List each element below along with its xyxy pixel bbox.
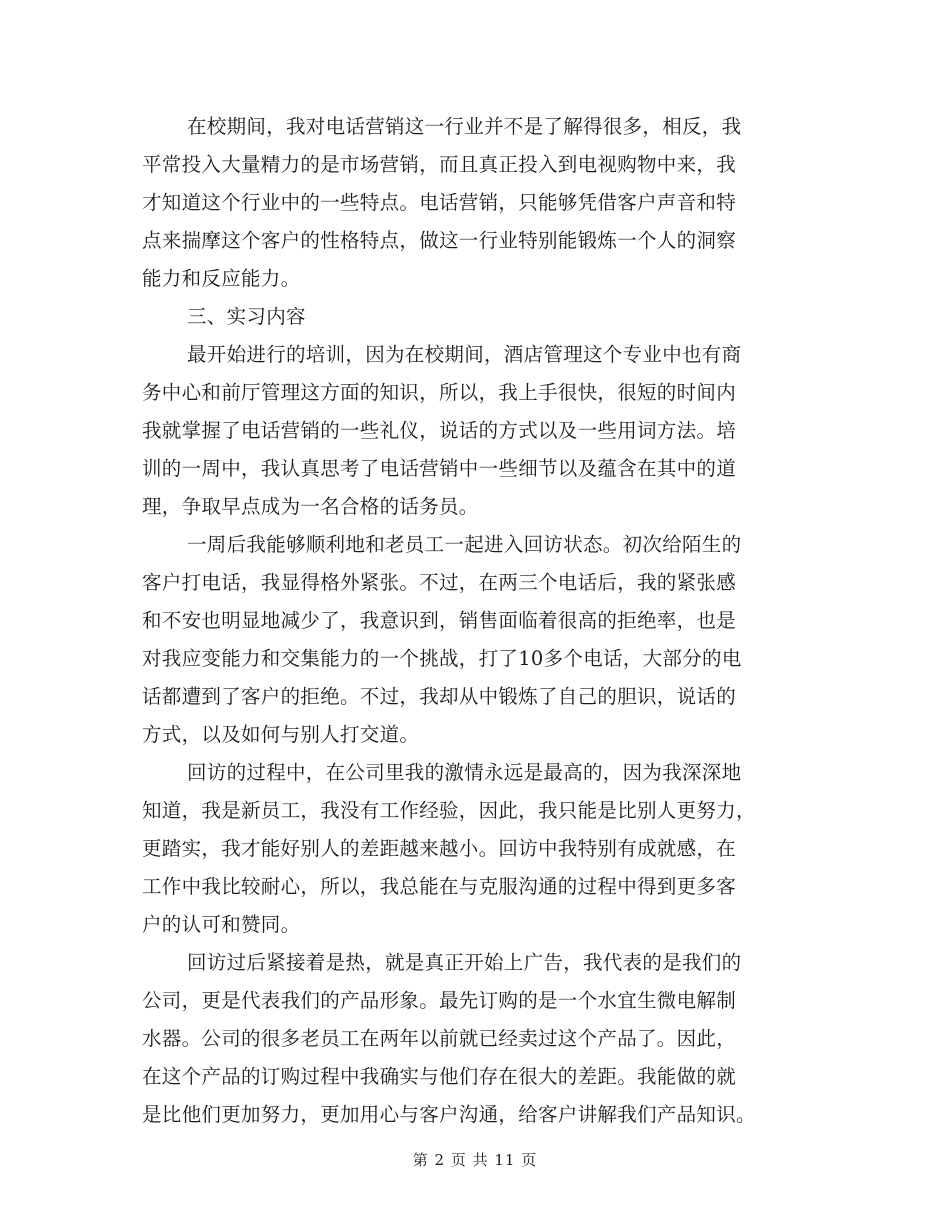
text-line: 水器。公司的很多老员工在两年以前就已经卖过这个产品了。因此， xyxy=(142,1027,737,1050)
text-line: 在校期间，我对电话营销这一行业并不是了解得很多，相反，我 xyxy=(187,115,742,138)
text-line: 话都遭到了客户的拒绝。不过，我却从中锻炼了自己的胆识，说话的 xyxy=(142,685,737,708)
text-line: 点来揣摩这个客户的性格特点，做这一行业特别能锻炼一个人的洞察 xyxy=(142,229,737,252)
text-line: 公司，更是代表我们的产品形象。最先订购的是一个水宜生微电解制 xyxy=(142,989,737,1012)
text-line: 更踏实，我才能好别人的差距越来越小。回访中我特别有成就感，在 xyxy=(142,837,737,860)
text-line: 工作中我比较耐心，所以，我总能在与克服沟通的过程中得到更多客 xyxy=(142,875,737,898)
text-line: 户的认可和赞同。 xyxy=(142,913,301,936)
text-line: 一周后我能够顺利地和老员工一起进入回访状态。初次给陌生的 xyxy=(187,533,742,556)
text-line: 训的一周中，我认真思考了电话营销中一些细节以及蕴含在其中的道 xyxy=(142,457,737,480)
text-line: 三、实习内容 xyxy=(187,305,306,328)
text-line: 方式，以及如何与别人打交道。 xyxy=(142,723,420,746)
text-line: 客户打电话，我显得格外紧张。不过，在两三个电话后，我的紧张感 xyxy=(142,571,737,594)
page-footer: 第 2 页 共 11 页 xyxy=(412,1151,538,1169)
text-line: 回访的过程中，在公司里我的激情永远是最高的，因为我深深地 xyxy=(187,761,742,784)
text-line: 回访过后紧接着是热，就是真正开始上广告，我代表的是我们的 xyxy=(187,951,742,974)
text-line: 才知道这个行业中的一些特点。电话营销，只能够凭借客户声音和特 xyxy=(142,191,737,214)
text-line: 对我应变能力和交集能力的一个挑战，打了10多个电话，大部分的电 xyxy=(142,647,742,670)
document-body xyxy=(142,108,812,1134)
text-line: 最开始进行的培训，因为在校期间，酒店管理这个专业中也有商 xyxy=(187,343,742,366)
text-line: 在这个产品的订购过程中我确实与他们存在很大的差距。我能做的就 xyxy=(142,1065,737,1088)
text-line: 我就掌握了电话营销的一些礼仪，说话的方式以及一些用词方法。培 xyxy=(142,419,737,442)
text-line: 知道，我是新员工，我没有工作经验，因此，我只能是比别人更努力， xyxy=(142,799,756,822)
text-line: 理，争取早点成为一名合格的话务员。 xyxy=(142,495,479,518)
text-line: 平常投入大量精力的是市场营销，而且真正投入到电视购物中来，我 xyxy=(142,153,737,176)
text-line: 能力和反应能力。 xyxy=(142,267,301,290)
text-line: 和不安也明显地减少了，我意识到，销售面临着很高的拒绝率，也是 xyxy=(142,609,737,632)
text-line: 务中心和前厅管理这方面的知识，所以，我上手很快，很短的时间内 xyxy=(142,381,737,404)
text-line: 是比他们更加努力，更加用心与客户沟通，给客户讲解我们产品知识。 xyxy=(142,1103,756,1126)
